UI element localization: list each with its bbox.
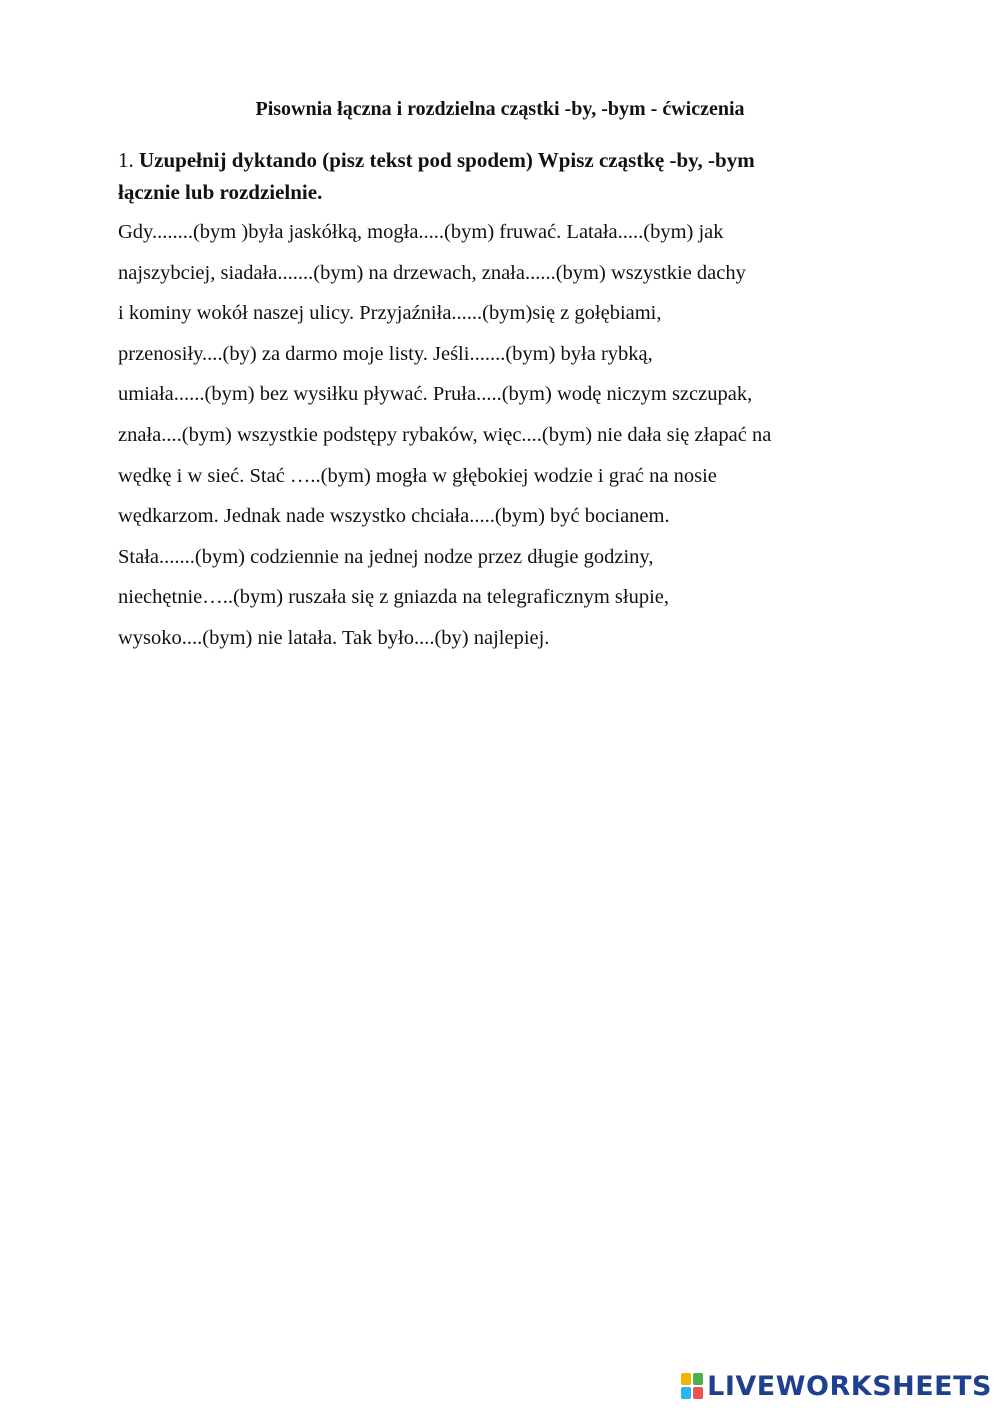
logo-square-3	[681, 1387, 691, 1399]
dictation-line-7: wędkę i w sieć. Stać …..(bym) mogła w głębokiej wodzie i grać na nosie	[118, 464, 717, 487]
logo-square-2	[693, 1373, 703, 1385]
task-instruction-line-2: łącznie lub rozdzielnie.	[118, 180, 323, 204]
worksheet-content	[118, 144, 918, 659]
dictation-line-4: przenosiły....(by) za darmo moje listy. Jeśli.......(bym) była rybką,	[118, 342, 653, 365]
logo-square-4	[693, 1387, 703, 1399]
dictation-line-2: najszybciej, siadała.......(bym) na drzewach, znała......(bym) wszystkie dachy	[118, 261, 746, 284]
dictation-line-9: Stała.......(bym) codziennie na jednej nodze przez długie godziny,	[118, 545, 654, 568]
liveworksheets-logo-icon	[681, 1373, 703, 1399]
logo-square-1	[681, 1373, 691, 1385]
watermark-text: LIVEWORKSHEETS	[707, 1370, 992, 1402]
dictation-line-6: znała....(bym) wszystkie podstępy rybaków, więc....(bym) nie dała się złapać na	[118, 423, 772, 446]
dictation-line-3: i kominy wokół naszej ulicy. Przyjaźniła......(bym)się z gołębiami,	[118, 302, 662, 325]
task-header	[118, 144, 918, 208]
task-instruction-line-1: Uzupełnij dyktando (pisz tekst pod spodem) Wpisz cząstkę -by, -bym	[139, 148, 755, 172]
dictation-line-8: wędkarzom. Jednak nade wszystko chciała.....(bym) być bocianem.	[118, 505, 670, 528]
task-number: 1.	[118, 148, 134, 172]
dictation-line-11: wysoko....(bym) nie latała. Tak było....(by) najlepiej.	[118, 626, 550, 649]
dictation-line-5: umiała......(bym) bez wysiłku pływać. Pruła.....(bym) wodę niczym szczupak,	[118, 383, 753, 406]
dictation-text	[118, 212, 918, 659]
dictation-line-10: niechętnie…..(bym) ruszała się z gniazda na telegraficznym słupie,	[118, 586, 669, 609]
liveworksheets-watermark	[681, 1369, 992, 1403]
page-title: Pisownia łączna i rozdzielna cząstki -by, -bym - ćwiczenia	[255, 98, 745, 120]
dictation-line-1: Gdy........(bym )była jaskółką, mogła.....(bym) fruwać. Latała.....(bym) jak	[118, 221, 724, 243]
